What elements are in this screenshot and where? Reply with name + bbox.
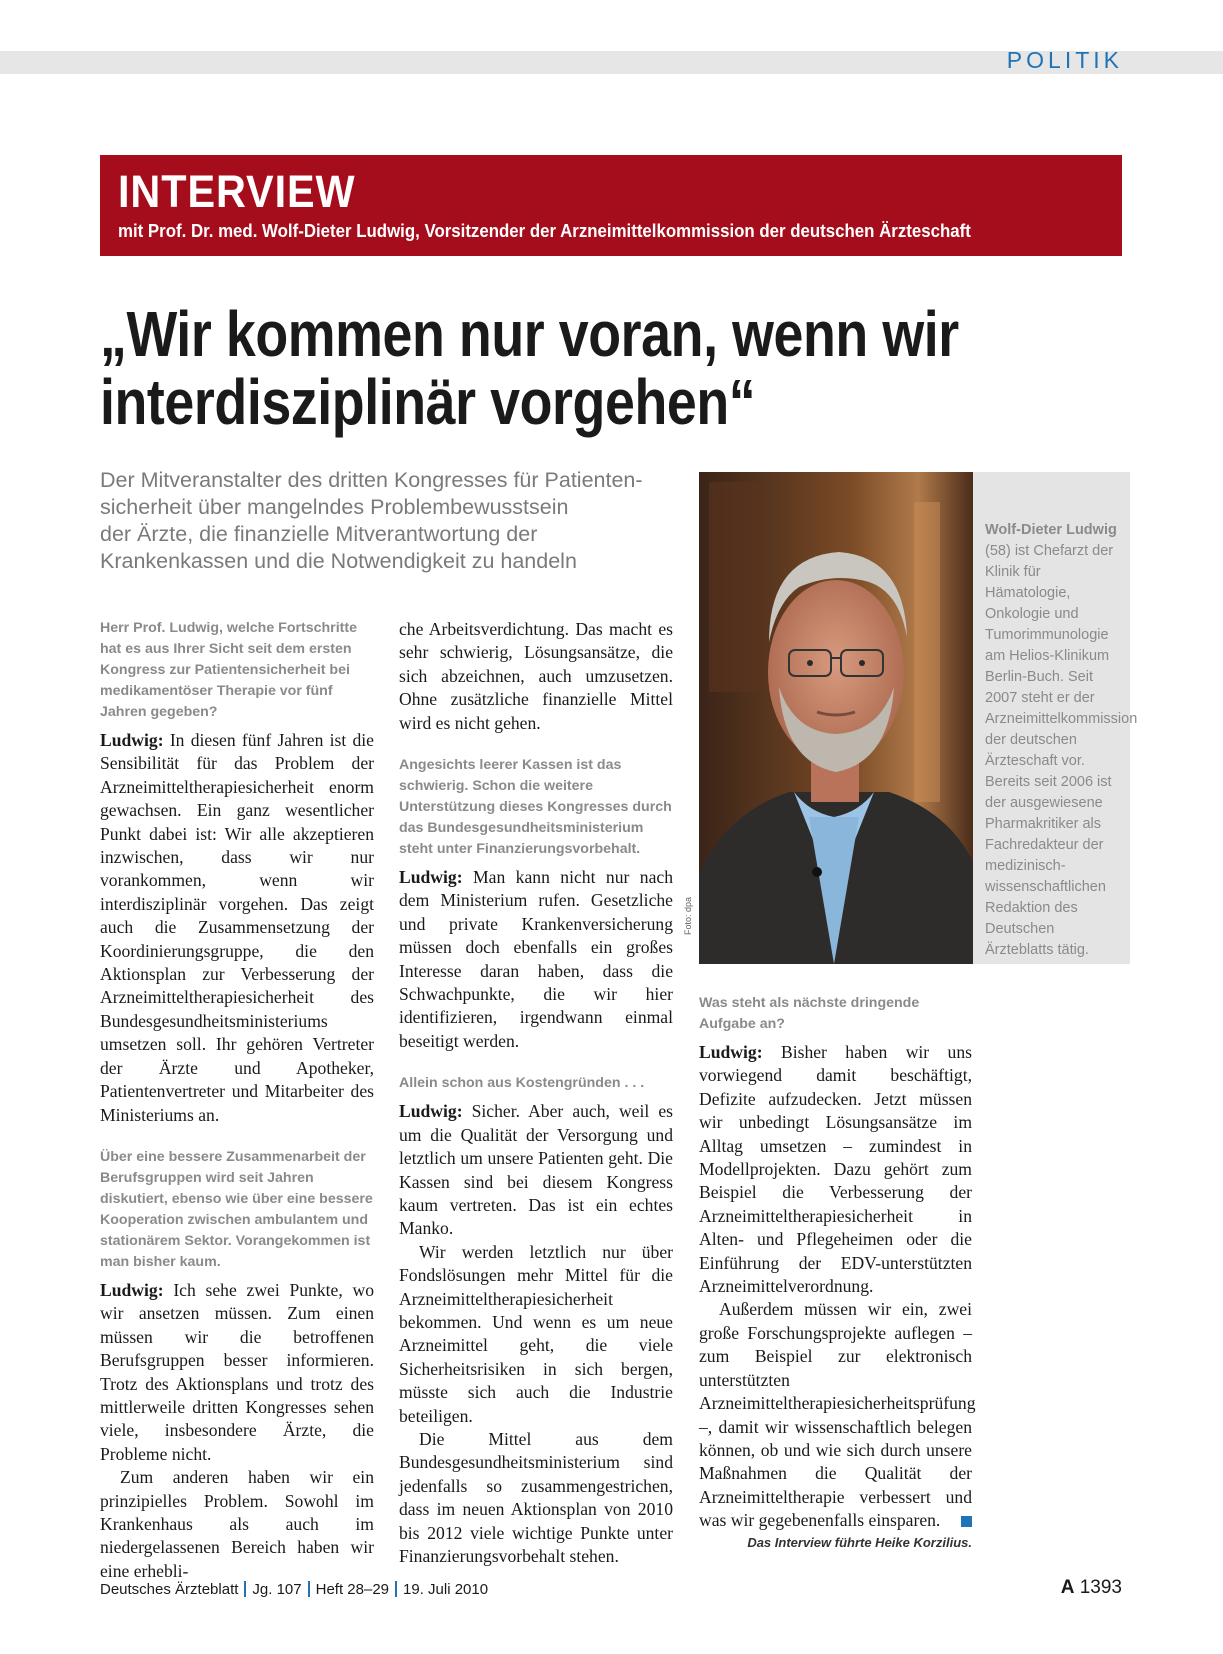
speaker-label: Ludwig: — [399, 867, 463, 888]
lead-line: sicherheit über mangelndes Problembewusstsein — [100, 495, 569, 519]
page-number — [1061, 1577, 1122, 1599]
text-column-2 — [399, 618, 673, 1568]
headline — [100, 298, 959, 438]
answer-text: Außerdem müssen wir ein, zwei große Forschungsprojekte auflegen – zum Beispiel zur elektronisch unterstützten Arzneimitteltherapiesicherheitsprüfung –, damit wir wissenschaftlich belegen können, ob und wie sich durch unsere Maßnahmen die Qualität der Arzneimitteltherapie verbessert und was wir gegebenenfalls einsparen. — [699, 1299, 976, 1531]
page-prefix: A — [1060, 1577, 1075, 1598]
speaker-label: Ludwig: — [100, 730, 164, 750]
interview-question: Über eine bessere Zusammenarbeit der Berufsgruppen wird seit Jahren diskutiert, ebenso wie über eine bessere Kooperation zwischen ambulantem und stationärem Sektor. Vorangekommen ist man bisher kaum. — [100, 1148, 373, 1270]
interview-credit: Das Interview führte Heike Korzilius. — [747, 1535, 972, 1550]
interview-banner — [100, 155, 1122, 256]
interview-question: Angesichts leerer Kassen ist das schwierig. Schon die weitere Unterstützung dieses Kongresses durch das Bundesgesundheitsministerium steht unter Finanzierungsvorbehalt. — [399, 757, 672, 858]
footer-volume: Jg. 107 — [252, 1581, 302, 1598]
answer-paragraph: Wir werden letztlich nur über Fondslösungen mehr Mittel für die Arzneimitteltherapiesicherheit bekommen. Und wenn es um neue Arzneimittel geht, die viele Sicherheitsrisiken in sich bergen, müsste sich auch die Industrie beteiligen. — [399, 1241, 673, 1426]
footer-separator — [244, 1581, 246, 1597]
banner-title: INTERVIEW — [118, 166, 356, 217]
text-column-1 — [100, 618, 374, 1603]
lead-line: der Ärzte, die finanzielle Mitverantwortung der — [100, 522, 538, 546]
answer-text: Man kann nicht nur nach dem Ministerium rufen. Gesetzliche und private Krankenversicherung müssen doch ebenfalls ein großes Interesse daran haben, dass die Schwachpunkte, die wir hier identifizieren, irgendwann einmal beseitigt werden. — [399, 867, 673, 1051]
headline-line: interdisziplinär vorgehen“ — [100, 366, 756, 438]
lead-line: Der Mitveranstalter des dritten Kongresses für Patienten- — [100, 468, 643, 492]
answer-text: Bisher haben wir uns vorwiegend damit beschäftigt, Defizite aufzudecken. Jetzt müssen wir unbedingt Lösungsansätze im Alltag umsetzen – zumindest in Modellprojekten. Dazu gehört zum Beispiel die Verbesserung der Arzneimitteltherapiesicherheit in Alten- und Pflegeheimen oder die Einführung der EDV-unterstützten Arzneimittelverordnung. — [699, 1042, 972, 1297]
interview-answer — [399, 1100, 673, 1240]
end-mark-icon — [961, 1516, 972, 1527]
answer-paragraph: che Arbeitsverdichtung. Das macht es sehr schwierig, Lösungsansätze, die sich abzeichnen, auch umzusetzen. Ohne zusätzliche finanzielle Mittel wird es nicht gehen. — [399, 619, 673, 733]
photo-caption — [973, 472, 1138, 964]
portrait-illustration — [699, 472, 973, 964]
interview-answer — [100, 729, 374, 1127]
interview-answer — [100, 1279, 374, 1466]
caption-text: (58) ist Chefarzt der Klinik für Hämatologie, Onkologie und Tumorimmunologie am Helios-Klinikum Berlin-Buch. Seit 2007 steht er der Arzneimittelkommission der deutschen Ärzteschaft vor. Bereits seit 2006 ist der ausgewiesene Pharmakritiker als Fachredakteur der medizinisch-wissenschaftlichen Redaktion des Deutschen Ärzteblatts tätig. — [985, 543, 1138, 958]
answer-paragraph: Zum anderen haben wir ein prinzipielles Problem. Sowohl im Krankenhaus als auch im niedergelassenen Bereich haben wir eine erhebli- — [100, 1467, 374, 1581]
answer-text: Sicher. Aber auch, weil es um die Qualität der Versorgung und letztlich um unsere Patienten geht. Die Kassen sind bei diesem Kongress kaum vertreten. Das ist ein echtes Manko. — [399, 1101, 673, 1239]
answer-paragraph: Die Mittel aus dem Bundesgesundheitsministerium sind jedenfalls so zusammengestrichen, dass im neuen Aktionsplan von 2010 bis 2012 viele wichtige Punkte unter Finanzierungsvorbehalt stehen. — [399, 1428, 673, 1566]
answer-text: In diesen fünf Jahren ist die Sensibilität für das Problem der Arzneimitteltherapiesicherheit enorm gewachsen. Ein ganz wesentlicher Punkt dabei ist: Wir alle akzeptieren inzwischen, dass wir nur vorankommen, wenn wir interdisziplinär vorgehen. Das zeigt auch die Zusammensetzung der Koordinierungsgruppe, die den Aktionsplan zur Verbesserung der Arzneimitteltherapiesicherheit des Bundesgesundheitsministeriums umsetzen soll. Ihr gehören Vertreter der Ärzte und Apotheker, Patientenvertreter und Mitarbeiter des Ministeriums an. — [100, 730, 374, 1125]
section-label: POLITIK — [1006, 47, 1123, 73]
footer-separator — [395, 1581, 397, 1597]
interview-question: Herr Prof. Ludwig, welche Fortschritte hat es aus Ihrer Sicht seit dem ersten Kongress zur Patientensicherheit bei medikamentöser Therapie vor fünf Jahren gegeben? — [100, 620, 357, 720]
footer-date: 19. Juli 2010 — [403, 1581, 489, 1598]
footer-journal: Deutsches Ärzteblatt — [100, 1581, 239, 1598]
headline-line: „Wir kommen nur voran, wenn wir — [100, 298, 959, 370]
interview-answer — [399, 866, 673, 1053]
speaker-label: Ludwig: — [399, 1101, 463, 1122]
lead-text — [100, 467, 680, 575]
caption-name: Wolf-Dieter Ludwig — [985, 522, 1117, 538]
page-footer — [100, 1577, 1122, 1598]
banner-subtitle: mit Prof. Dr. med. Wolf-Dieter Ludwig, Vorsitzender der Arzneimittelkommission der deutschen Ärzteschaft — [118, 220, 971, 241]
footer-separator — [308, 1581, 310, 1597]
answer-paragraph — [699, 1298, 976, 1532]
interview-answer — [699, 1041, 972, 1298]
lead-line: Krankenkassen und die Notwendigkeit zu handeln — [100, 549, 577, 573]
interview-question: Was steht als nächste dringende Aufgabe an? — [699, 995, 920, 1032]
footer-issue: Heft 28–29 — [315, 1581, 390, 1598]
page-number-value: 1393 — [1079, 1577, 1122, 1598]
speaker-label: Ludwig: — [100, 1279, 164, 1300]
portrait-photo — [699, 472, 973, 964]
answer-text: Ich sehe zwei Punkte, wo wir ansetzen müssen. Zum einen müssen wir die betroffenen Berufsgruppen besser informieren. Trotz des Aktionsplans und trotz des mittlerweile dritten Kongresses sehen viele, insbesondere Ärzte, die Probleme nicht. — [100, 1279, 374, 1464]
photo-credit: Foto: dpa — [683, 896, 693, 935]
text-column-3 — [699, 993, 976, 1533]
interview-question: Allein schon aus Kostengründen . . . — [399, 1075, 645, 1092]
speaker-label: Ludwig: — [699, 1042, 763, 1062]
